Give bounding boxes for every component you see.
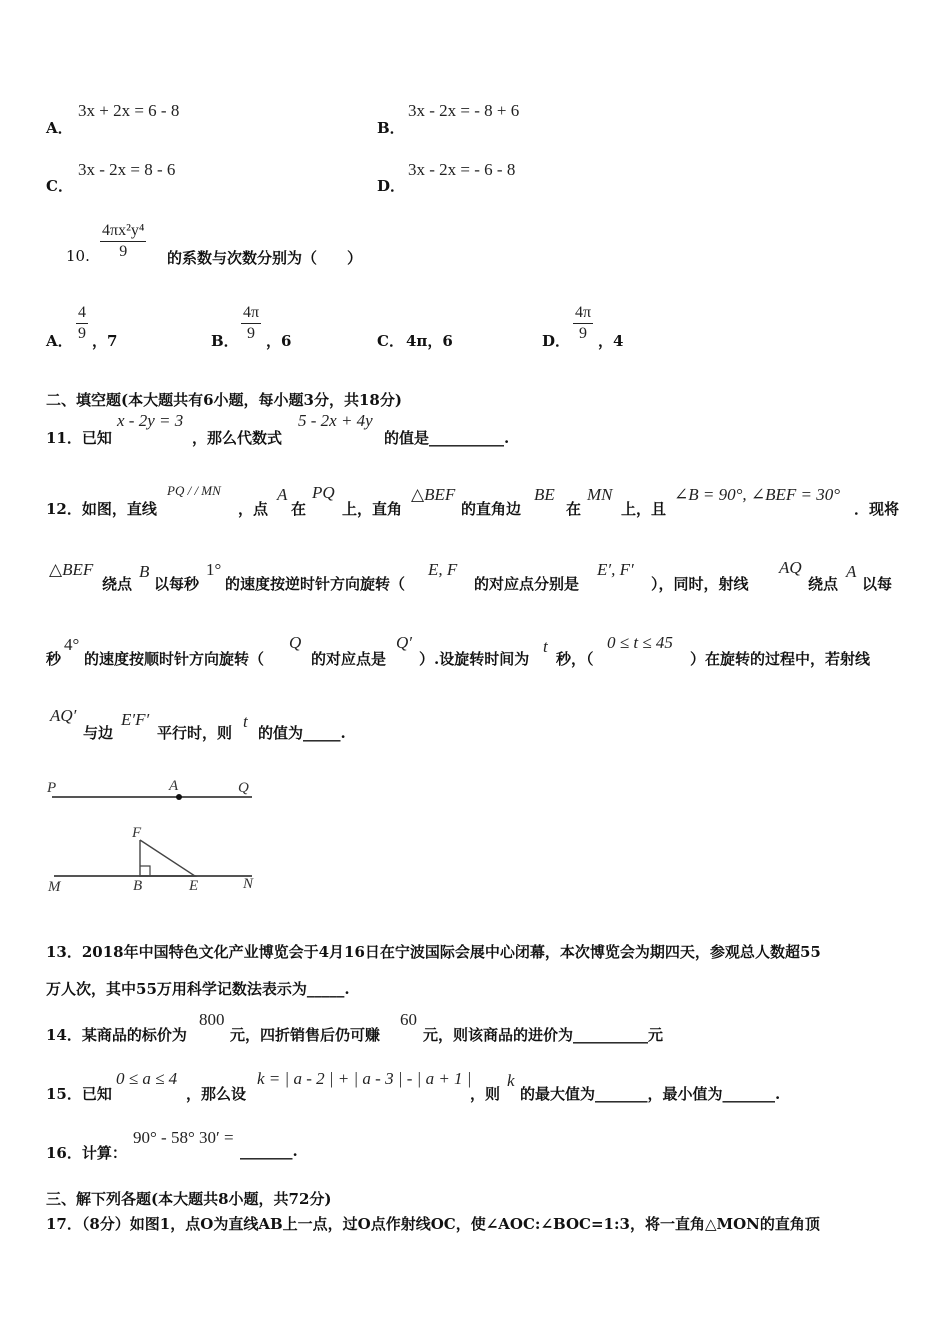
q10-option-b-label: B． (211, 332, 239, 350)
q15-a: 15．已知 (46, 1085, 112, 1103)
q12-figure (40, 770, 270, 900)
q12-line1-d: 上，直角 (342, 500, 403, 518)
q9-option-c-equation: 3x - 2x = 8 - 6 (78, 160, 176, 179)
q15-b: ，那么设 (186, 1085, 247, 1103)
q12-line1-b: ，点 (238, 500, 269, 518)
q12-math-a: A (277, 485, 288, 504)
q13-line1: 13．2018年中国特色文化产业博览会于4月16日在宁波国际会展中心闭幕，本次博览会为期四天，参观总人数超55 (46, 943, 821, 961)
q12-math-t-2: t (243, 712, 248, 731)
q12-math-e-f: E, F (428, 560, 458, 579)
q12-line3-c: 的对应点是 (311, 650, 387, 668)
q12-math-pq-mn: PQ / / MN (167, 483, 221, 498)
q12-line2-b: 以每秒 (154, 575, 200, 593)
q12-line1-f: 在 (566, 500, 582, 518)
q12-math-a-2: A (846, 562, 857, 581)
q11-prefix: 11．已知 (46, 429, 112, 447)
q10-question-text: 的系数与次数分别为（ ） (167, 249, 363, 267)
q12-line3-a: 秒 (46, 650, 62, 668)
q14-c: 元，则该商品的进价为__________元 (423, 1026, 664, 1044)
section-2-heading: 二、填空题(本大题共有6小题，每小题3分，共18分) (46, 391, 402, 409)
label-n: N (243, 876, 254, 892)
q9-option-a-label: A． (46, 119, 73, 137)
q12-line4-c: 的值为_____. (258, 724, 346, 742)
q16-blank: _______. (240, 1142, 298, 1160)
q15-c: ，则 (470, 1085, 501, 1103)
q14-math-60: 60 (400, 1010, 417, 1029)
q12-line4-a: 与边 (83, 724, 114, 742)
q12-line1-c: 在 (291, 500, 307, 518)
label-p: P (47, 780, 57, 796)
q14-b: 元，四折销售后仍可赚 (230, 1026, 381, 1044)
q17-text: 17．（8分）如图1，点O为直线AB上一点，过O点作射线OC，使∠AOC:∠BOC=1:3，将一直角△MON的直角顶 (46, 1215, 820, 1233)
q10-option-b-den: 9 (247, 325, 256, 342)
q12-math-aq: AQ (779, 558, 802, 577)
q9-option-d-label: D． (377, 177, 406, 195)
q12-line3-f: ）在旋转的过程中，若射线 (690, 650, 871, 668)
q10-option-b-fraction (241, 304, 261, 343)
q11-suffix: 的值是__________. (384, 429, 510, 447)
label-a: A (169, 778, 179, 794)
q12-math-b: B (139, 562, 150, 581)
q12-line1-a: 12．如图，直线 (46, 500, 157, 518)
q12-math-4deg: 4° (64, 635, 80, 654)
q12-math-q: Q (289, 633, 302, 652)
q12-math-e-prime-f-prime: E′, F′ (597, 560, 634, 579)
q12-line4-b: 平行时，则 (157, 724, 233, 742)
q10-option-a-den: 9 (78, 325, 86, 342)
label-b: B (133, 878, 143, 894)
point-a (176, 794, 182, 800)
q12-math-1deg: 1° (206, 560, 222, 579)
q15-math-k-2: k (507, 1071, 515, 1090)
q15-d: 的最大值为_______，最小值为_______. (520, 1085, 781, 1103)
label-m: M (48, 879, 61, 895)
q12-line3-e: 秒，（ (556, 650, 594, 668)
q10-option-a-rest: ，7 (92, 332, 118, 350)
q11-middle: ，那么代数式 (192, 429, 283, 447)
q9-option-b-label: B． (377, 119, 405, 137)
q10-number: 10. (66, 247, 90, 265)
q11-expression: 5 - 2x + 4y (298, 411, 373, 430)
q13-line2: 万人次，其中55万用科学记数法表示为_____. (46, 980, 350, 998)
q12-line1-h: ．现将 (854, 500, 900, 518)
q14-a: 14．某商品的标价为 (46, 1026, 187, 1044)
q10-numerator: 4πx²y⁴ (100, 222, 146, 242)
q12-line1-g: 上，且 (621, 500, 667, 518)
right-angle-mark (140, 866, 150, 876)
q10-option-a-fraction (76, 304, 88, 343)
q12-math-triangle-bef: △BEF (411, 485, 456, 504)
q12-math-e-prime-f-prime-2: E′F′ (121, 710, 150, 729)
section-3-heading: 三、解下列各题(本大题共8小题，共72分) (46, 1190, 332, 1208)
q12-line1-e: 的直角边 (461, 500, 522, 518)
q12-math-triangle-bef-2: △BEF (49, 560, 94, 579)
q9-option-a-equation: 3x + 2x = 6 - 8 (78, 101, 180, 120)
q12-math-be: BE (534, 485, 555, 504)
q12-line3-d: ）.设旋转时间为 (419, 650, 530, 668)
q9-option-c-label: C． (46, 177, 73, 195)
q15-math-range: 0 ≤ a ≤ 4 (116, 1069, 178, 1088)
q10-option-b-num: 4π (241, 304, 261, 324)
q12-math-pq: PQ (312, 483, 335, 502)
q12-line2-e: ），同时，射线 (651, 575, 749, 593)
label-e: E (189, 878, 199, 894)
q9-option-d-equation: 3x - 2x = - 6 - 8 (408, 160, 516, 179)
q10-option-d-num: 4π (573, 304, 593, 324)
q12-math-mn: MN (587, 485, 613, 504)
q10-option-c-label: C． (377, 332, 404, 350)
q10-option-a-num: 4 (76, 304, 88, 324)
q15-math-k: k = | a - 2 | + | a - 3 | - | a + 1 | (257, 1069, 472, 1088)
q12-math-t-range: 0 ≤ t ≤ 45 (607, 633, 673, 652)
q10-option-d-rest: ，4 (598, 332, 624, 350)
q9-option-b-equation: 3x - 2x = - 8 + 6 (408, 101, 520, 120)
q10-option-d-den: 9 (579, 325, 588, 342)
q10-option-b-rest: ，6 (266, 332, 292, 350)
q12-math-t: t (543, 637, 548, 656)
label-q: Q (238, 780, 249, 796)
q12-line3-b: 的速度按顺时针方向旋转（ (84, 650, 265, 668)
label-f: F (132, 825, 142, 841)
q12-line2-g: 以每 (862, 575, 893, 593)
q12-line2-c: 的速度按逆时针方向旋转（ (225, 575, 406, 593)
q10-option-d-label: D． (542, 332, 571, 350)
q10-denominator: 9 (119, 243, 128, 260)
q16-math-expression: 90° - 58° 30′ = (133, 1128, 234, 1147)
q10-option-d-fraction (573, 304, 593, 343)
q10-fraction (100, 222, 146, 261)
q12-math-aq-prime: AQ′ (50, 706, 77, 725)
q12-line2-a: 绕点 (102, 575, 133, 593)
q10-option-c-text: 4π，6 (406, 332, 453, 350)
triangle-bef (140, 840, 195, 876)
q11-equation: x - 2y = 3 (117, 411, 184, 430)
q14-math-800: 800 (199, 1010, 225, 1029)
q12-math-q-prime: Q′ (396, 633, 412, 652)
q12-line2-d: 的对应点分别是 (474, 575, 580, 593)
q10-option-a-label: A． (46, 332, 73, 350)
q12-math-angles: ∠B = 90°, ∠BEF = 30° (674, 485, 841, 504)
q12-line2-f: 绕点 (808, 575, 839, 593)
q16-a: 16．计算： (46, 1144, 127, 1162)
